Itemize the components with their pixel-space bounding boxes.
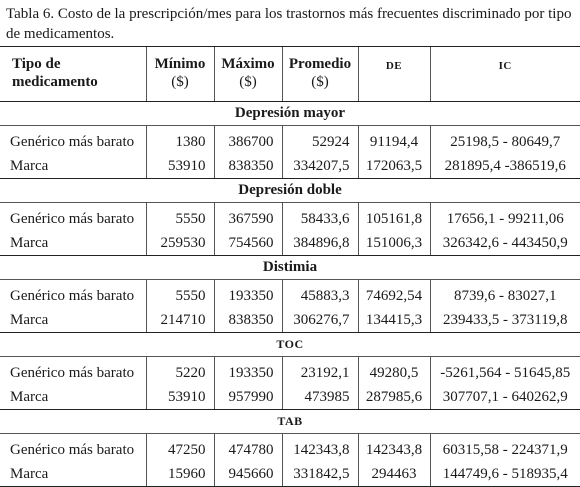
cell-maximo: 474780 xyxy=(214,434,282,463)
cell-maximo: 945660 xyxy=(214,462,282,487)
cell-tipo: Marca xyxy=(0,462,146,487)
cell-minimo: 259530 xyxy=(146,231,214,256)
table-row xyxy=(0,308,580,333)
cell-minimo: 214710 xyxy=(146,308,214,333)
header-maximo-label: Máximo xyxy=(221,56,275,72)
cell-maximo: 367590 xyxy=(214,203,282,232)
header-minimo-unit: ($) xyxy=(171,74,189,90)
header-promedio-label: Promedio xyxy=(288,56,352,72)
cell-maximo: 957990 xyxy=(214,385,282,410)
cell-minimo: 53910 xyxy=(146,154,214,179)
group-header-row xyxy=(0,102,580,126)
table-row xyxy=(0,280,580,309)
cell-ic: 239433,5 - 373119,8 xyxy=(430,308,580,333)
group-header-row xyxy=(0,410,580,434)
cell-promedio: 142343,8 xyxy=(282,434,358,463)
cell-de: 49280,5 xyxy=(358,357,430,386)
group-header-row xyxy=(0,333,580,357)
cell-tipo: Marca xyxy=(0,385,146,410)
cell-maximo: 386700 xyxy=(214,126,282,155)
cell-de: 91194,4 xyxy=(358,126,430,155)
cell-promedio: 45883,3 xyxy=(282,280,358,309)
cell-tipo: Marca xyxy=(0,308,146,333)
header-maximo-unit: ($) xyxy=(239,74,257,90)
cell-ic: 17656,1 - 99211,06 xyxy=(430,203,580,232)
cell-ic: -5261,564 - 51645,85 xyxy=(430,357,580,386)
cell-minimo: 5220 xyxy=(146,357,214,386)
cell-ic: 326342,6 - 443450,9 xyxy=(430,231,580,256)
cell-maximo: 193350 xyxy=(214,357,282,386)
cell-de: 294463 xyxy=(358,462,430,487)
cell-ic: 307707,1 - 640262,9 xyxy=(430,385,580,410)
header-ic: IC xyxy=(430,47,580,102)
cell-maximo: 838350 xyxy=(214,308,282,333)
cell-minimo: 1380 xyxy=(146,126,214,155)
table-row xyxy=(0,231,580,256)
cell-minimo: 47250 xyxy=(146,434,214,463)
cell-minimo: 15960 xyxy=(146,462,214,487)
cell-promedio: 58433,6 xyxy=(282,203,358,232)
header-maximo xyxy=(214,47,282,102)
cell-tipo: Genérico más barato xyxy=(10,210,135,227)
cell-promedio: 331842,5 xyxy=(282,462,358,487)
cell-promedio: 23192,1 xyxy=(282,357,358,386)
cell-maximo: 754560 xyxy=(214,231,282,256)
cell-promedio: 306276,7 xyxy=(282,308,358,333)
header-minimo-label: Mínimo xyxy=(154,56,206,72)
group-header-row xyxy=(0,256,580,280)
group-title: Distimia xyxy=(0,256,580,280)
cell-tipo: Genérico más barato xyxy=(10,441,135,458)
group-header-row xyxy=(0,179,580,203)
cell-de: 142343,8 xyxy=(358,434,430,463)
cell-minimo: 53910 xyxy=(146,385,214,410)
cell-de: 151006,3 xyxy=(358,231,430,256)
cost-table xyxy=(0,46,580,487)
cell-ic: 25198,5 - 80649,7 xyxy=(430,126,580,155)
cell-tipo: Marca xyxy=(0,154,146,179)
cell-de: 74692,54 xyxy=(358,280,430,309)
cell-promedio: 334207,5 xyxy=(282,154,358,179)
group-title: Depresión doble xyxy=(0,179,580,203)
header-promedio-unit: ($) xyxy=(311,74,329,90)
cell-ic: 8739,6 - 83027,1 xyxy=(430,280,580,309)
header-de: DE xyxy=(358,47,430,102)
table-row xyxy=(0,462,580,487)
table-caption: Tabla 6. Costo de la prescripción/mes para los trastornos más frecuentes discriminado por tipo de medicamentos. xyxy=(6,6,572,42)
group-title: TAB xyxy=(0,410,580,434)
cell-ic: 60315,58 - 224371,9 xyxy=(430,434,580,463)
header-promedio xyxy=(282,47,358,102)
cell-minimo: 5550 xyxy=(146,280,214,309)
table-row xyxy=(0,385,580,410)
cell-promedio: 52924 xyxy=(282,126,358,155)
cell-de: 287985,6 xyxy=(358,385,430,410)
cell-promedio: 384896,8 xyxy=(282,231,358,256)
header-tipo: Tipo de medicamento xyxy=(0,47,146,102)
table-row xyxy=(0,434,580,463)
table-header-row xyxy=(0,47,580,102)
cell-de: 172063,5 xyxy=(358,154,430,179)
cell-tipo: Marca xyxy=(0,231,146,256)
cell-promedio: 473985 xyxy=(282,385,358,410)
cell-de: 134415,3 xyxy=(358,308,430,333)
cell-ic: 281895,4 -386519,6 xyxy=(430,154,580,179)
table-row xyxy=(0,126,580,155)
cell-tipo: Genérico más barato xyxy=(10,364,135,381)
table-row xyxy=(0,154,580,179)
cell-de: 105161,8 xyxy=(358,203,430,232)
cell-minimo: 5550 xyxy=(146,203,214,232)
cell-tipo: Genérico más barato xyxy=(10,287,135,304)
cell-maximo: 193350 xyxy=(214,280,282,309)
cell-maximo: 838350 xyxy=(214,154,282,179)
cell-tipo: Genérico más barato xyxy=(10,133,135,150)
table-row xyxy=(0,203,580,232)
header-minimo xyxy=(146,47,214,102)
table-row xyxy=(0,357,580,386)
group-title: Depresión mayor xyxy=(0,102,580,126)
cell-ic: 144749,6 - 518935,4 xyxy=(430,462,580,487)
group-title: TOC xyxy=(0,333,580,357)
